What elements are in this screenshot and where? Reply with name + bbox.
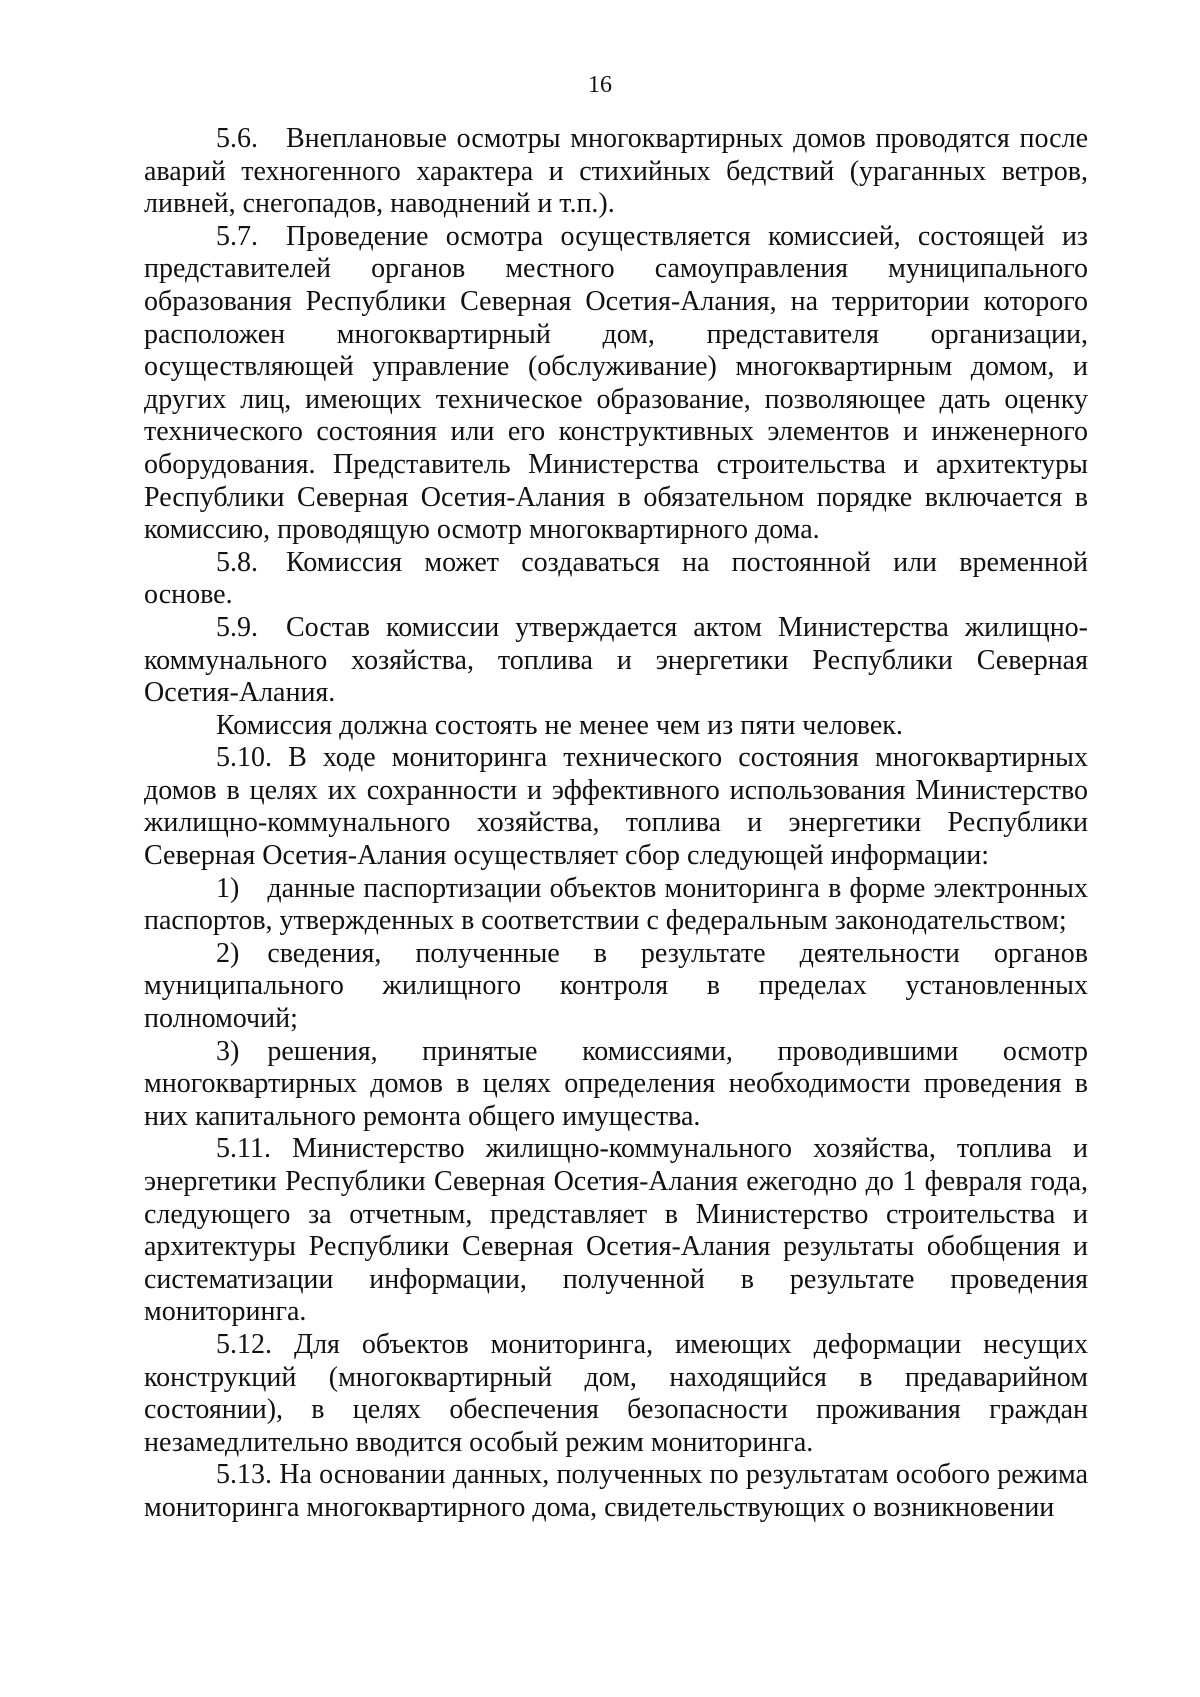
list-item-1: 1) данные паспортизации объектов мониторинга в форме электронных паспортов, утвержденных в соответствии с федеральным законодательством;	[144, 872, 1088, 937]
paragraph-5-13: 5.13. На основании данных, полученных по результатам особого режима мониторинга многоквартирного дома, свидетельствующих о возникновении	[144, 1459, 1088, 1523]
list-item-2: 2) сведения, полученные в результате деятельности органов муниципального жилищного контроля в пределах установленных полномочий;	[144, 937, 1088, 1035]
paragraph-commission-size: Комиссия должна состоять не менее чем из пяти человек.	[216, 709, 903, 741]
paragraph-5-9: 5.9. Состав комиссии утверждается актом Министерства жилищно-коммунального хозяйства, топлива и энергетики Республики Северная Осетия-Алания.	[144, 611, 1088, 709]
paragraph-5-6: 5.6. Внеплановые осмотры многоквартирных домов проводятся после аварий техногенного характера и стихийных бедствий (ураганных ветров, ливней, снегопадов, наводнений и т.п.).	[144, 123, 1088, 220]
paragraph-5-12: 5.12. Для объектов мониторинга, имеющих деформации несущих конструкций (многоквартирный дом, находящийся в предаварийном состоянии), в целях обеспечения безопасности проживания граждан незамедлительно вводится особый режим мониторинга.	[144, 1328, 1088, 1458]
paragraph-5-10: 5.10. В ходе мониторинга технического состояния многоквартирных домов в целях их сохранности и эффективного использования Министерство жилищно-коммунального хозяйства, топлива и энергетики Республики Северная Осетия-Алания осуществляет сбор следующей информации:	[144, 742, 1088, 872]
document-body	[144, 123, 1088, 1525]
paragraph-5-11: 5.11. Министерство жилищно-коммунального хозяйства, топлива и энергетики Республики Северная Осетия-Алания ежегодно до 1 февраля года, следующего за отчетным, представляет в Министерство строительства и архитектуры Республики Северная Осетия-Алания результаты обобщения и систематизации информации, полученной в результате проведения мониторинга.	[144, 1133, 1088, 1328]
list-item-3: 3) решения, принятые комиссиями, проводившими осмотр многоквартирных домов в целях определения необходимости проведения в них капитального ремонта общего имущества.	[144, 1035, 1088, 1132]
page-number: 16	[588, 72, 612, 98]
paragraph-5-7: 5.7. Проведение осмотра осуществляется комиссией, состоящей из представителей органов местного самоуправления муниципального образования Республики Северная Осетия-Алания, на территории которого расположен многоквартирный дом, представителя организации, осуществляющей управление (обслуживание) многоквартирным домом, и других лиц, имеющих техническое образование, позволяющее дать оценку технического состояния или его конструктивных элементов и инженерного оборудования. Представитель Министерства строительства и архитектуры Республики Северная Осетия-Алания в обязательном порядке включается в комиссию, проводящую осмотр многоквартирного дома.	[144, 220, 1088, 546]
paragraph-5-8: 5.8. Комиссия может создаваться на постоянной или временной основе.	[144, 546, 1088, 611]
